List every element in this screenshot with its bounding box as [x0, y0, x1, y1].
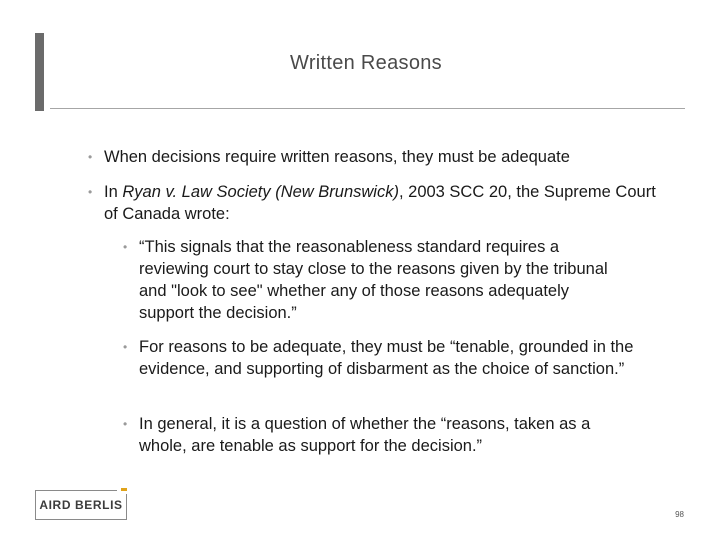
bullet-item: [88, 146, 694, 168]
logo-text: AIRD BERLIS: [39, 498, 123, 512]
bullet-prefix: In: [104, 183, 123, 201]
page-number: 98: [675, 510, 684, 519]
firm-logo: [35, 490, 127, 520]
case-name: Ryan v. Law Society (New Brunswick): [122, 183, 399, 201]
bullet-text: When decisions require written reasons, they must be adequate: [104, 148, 570, 166]
title-divider: [50, 108, 685, 109]
bullet-suffix: , 2003 SCC 20, the Supreme Court of Canada wrote:: [104, 183, 656, 223]
sub-bullet-item: [123, 336, 639, 380]
bullet-dot-icon: •: [123, 240, 128, 254]
bullet-dot-icon: •: [123, 417, 128, 431]
slide-title: Written Reasons: [290, 52, 442, 74]
sub-bullet-text: “This signals that the reasonableness standard requires a reviewing court to stay close to the reasons given by the tribunal and "look to see" whether any of those reasons adequately support the decision.”: [139, 238, 608, 322]
bullet-item: [88, 181, 664, 225]
sub-bullet-item: [123, 413, 639, 457]
bullet-dot-icon: •: [123, 340, 128, 354]
sub-bullet-text: In general, it is a question of whether the “reasons, taken as a whole, are tenable as support for the decision.”: [139, 415, 591, 455]
bullet-dot-icon: •: [88, 185, 93, 199]
bullet-dot-icon: •: [88, 150, 93, 164]
sub-bullet-text: For reasons to be adequate, they must be “tenable, grounded in the evidence, and supporting of disbarment as the choice of sanction.”: [139, 338, 634, 378]
sub-bullet-item: [123, 236, 609, 324]
